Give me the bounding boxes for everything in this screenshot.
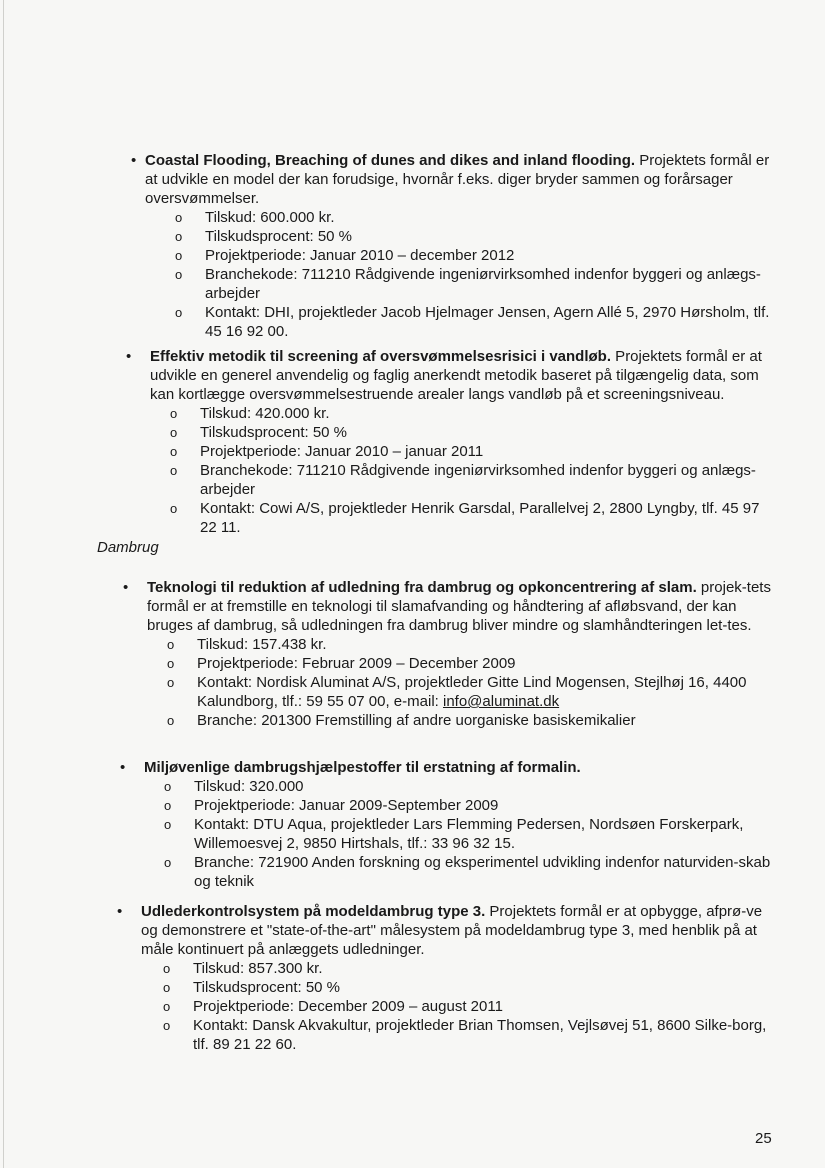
project-details — [164, 777, 774, 891]
sub-marker: o — [170, 444, 178, 459]
bullet-marker: • — [120, 759, 126, 776]
detail-item: o Branche: 721900 Anden forskning og eksperimentel udvikling indenfor naturviden-skab og teknik — [164, 854, 771, 890]
detail-item: o Tilskud: 420.000 kr. — [170, 405, 330, 422]
sub-marker: o — [164, 779, 172, 794]
project-details — [167, 635, 777, 730]
sub-marker: o — [164, 817, 172, 832]
sub-marker: o — [164, 798, 172, 813]
sub-marker: o — [167, 675, 175, 690]
bullet-marker: • — [131, 152, 137, 169]
project-details — [170, 404, 775, 537]
bullet-marker: • — [123, 579, 129, 596]
detail-item: o Branchekode: 711210 Rådgivende ingeniørvirksomhed indenfor byggeri og anlægs-arbejder — [175, 266, 761, 302]
project-title: Udlederkontrolsystem på modeldambrug type 3. — [141, 903, 486, 920]
project-details — [163, 959, 776, 1054]
sub-marker: o — [163, 999, 171, 1014]
detail-item: o Tilskud: 320.000 — [164, 778, 304, 795]
sub-marker: o — [175, 210, 183, 225]
detail-item: o Kontakt: Nordisk Aluminat A/S, projektleder Gitte Lind Mogensen, Stejlhøj 16, 4400 Kalundborg, tlf.: 59 55 07 00, e-mail: info@aluminat.dk — [167, 674, 747, 710]
sub-marker: o — [167, 637, 175, 652]
project-screening-oversvommelse — [126, 347, 775, 537]
sub-marker: o — [170, 425, 178, 440]
project-title: Coastal Flooding, Breaching of dunes and dikes and inland flooding. — [145, 152, 636, 169]
project-udlederkontrolsystem — [117, 902, 776, 1054]
detail-item: o Projektperiode: Januar 2010 – december 2012 — [175, 247, 515, 264]
detail-item: o Kontakt: Cowi A/S, projektleder Henrik Garsdal, Parallelvej 2, 2800 Lyngby, tlf. 45 97 22 11. — [170, 500, 760, 536]
section-heading-dambrug: Dambrug — [97, 539, 159, 556]
sub-marker: o — [164, 855, 172, 870]
project-details — [175, 208, 775, 341]
detail-item: o Tilskud: 857.300 kr. — [163, 960, 323, 977]
project-title: Miljøvenlige dambrugshjælpestoffer til erstatning af formalin. — [144, 759, 581, 776]
bullet-marker: • — [126, 348, 132, 365]
detail-item: o Tilskud: 157.438 kr. — [167, 636, 327, 653]
project-description: Projektets formål er at opbygge, afprø-ve og demonstrere et "state-of-the-art" målesystem på modeldambrug type 3, med henblik på at måle kontinuert på anlæggets udledninger. — [141, 903, 763, 958]
sub-marker: o — [163, 961, 171, 976]
detail-item: o Branche: 201300 Fremstilling af andre uorganiske basiskemikalier — [167, 712, 636, 729]
sub-marker: o — [170, 406, 178, 421]
detail-item: o Projektperiode: December 2009 – august 2011 — [163, 998, 503, 1015]
sub-marker: o — [175, 229, 183, 244]
sub-marker: o — [163, 980, 171, 995]
sub-marker: o — [175, 305, 183, 320]
detail-item: o Tilskud: 600.000 kr. — [175, 209, 335, 226]
project-description: projek-tets formål er at fremstille en teknologi til slamafvanding og håndtering af afløbsvand, der kan bruges af dambrug, så udledningen fra dambrug bliver mindre og slamhåndteringen let-tes. — [147, 579, 771, 634]
project-description: Projektets formål er at udvikle en model der kan forudsige, hvornår f.eks. diger bryder sammen og forårsager oversvømmelser. — [145, 152, 770, 207]
sub-marker: o — [163, 1018, 171, 1033]
sub-marker: o — [167, 656, 175, 671]
detail-item: o Kontakt: DTU Aqua, projektleder Lars Flemming Pedersen, Nordsøen Forskerpark, Willemoesvej 2, 9850 Hirtshals, tlf.: 33 96 32 15. — [164, 816, 744, 852]
detail-item: o Tilskudsprocent: 50 % — [175, 228, 353, 245]
page-number: 25 — [755, 1130, 772, 1147]
detail-item: o Tilskudsprocent: 50 % — [163, 979, 341, 996]
sub-marker: o — [167, 713, 175, 728]
sub-marker: o — [175, 267, 183, 282]
project-miljovenlige-hjaelpestoffer — [120, 758, 774, 891]
project-description: Projektets formål er at udvikle en generel anvendelig og faglig anerkendt metodik baseret på tilgængelig data, som kan kortlægge oversvømmelsestruende arealer langs vandløb på et screeningsniveau. — [150, 348, 762, 403]
sub-marker: o — [170, 463, 178, 478]
page-edge — [3, 0, 4, 1168]
detail-item: o Branchekode: 711210 Rådgivende ingeniørvirksomhed indenfor byggeri og anlægs-arbejder — [170, 462, 756, 498]
bullet-marker: • — [117, 903, 123, 920]
email-link[interactable]: info@aluminat.dk — [442, 693, 560, 710]
sub-marker: o — [170, 501, 178, 516]
project-coastal-flooding — [131, 151, 775, 341]
project-title: Teknologi til reduktion af udledning fra dambrug og opkoncentrering af slam. — [147, 579, 697, 596]
detail-item: o Projektperiode: Januar 2009-September 2009 — [164, 797, 499, 814]
detail-item: o Kontakt: Dansk Akvakultur, projektleder Brian Thomsen, Vejlsøvej 51, 8600 Silke-borg, tlf. 89 21 22 60. — [163, 1017, 767, 1053]
detail-item: o Projektperiode: Januar 2010 – januar 2011 — [170, 443, 484, 460]
detail-item: o Tilskudsprocent: 50 % — [170, 424, 348, 441]
detail-item: o Projektperiode: Februar 2009 – December 2009 — [167, 655, 516, 672]
project-teknologi-dambrug — [123, 578, 777, 730]
project-title: Effektiv metodik til screening af oversvømmelsesrisici i vandløb. — [150, 348, 612, 365]
detail-item: o Kontakt: DHI, projektleder Jacob Hjelmager Jensen, Agern Allé 5, 2970 Hørsholm, tlf. 45 16 92 00. — [175, 304, 770, 340]
sub-marker: o — [175, 248, 183, 263]
